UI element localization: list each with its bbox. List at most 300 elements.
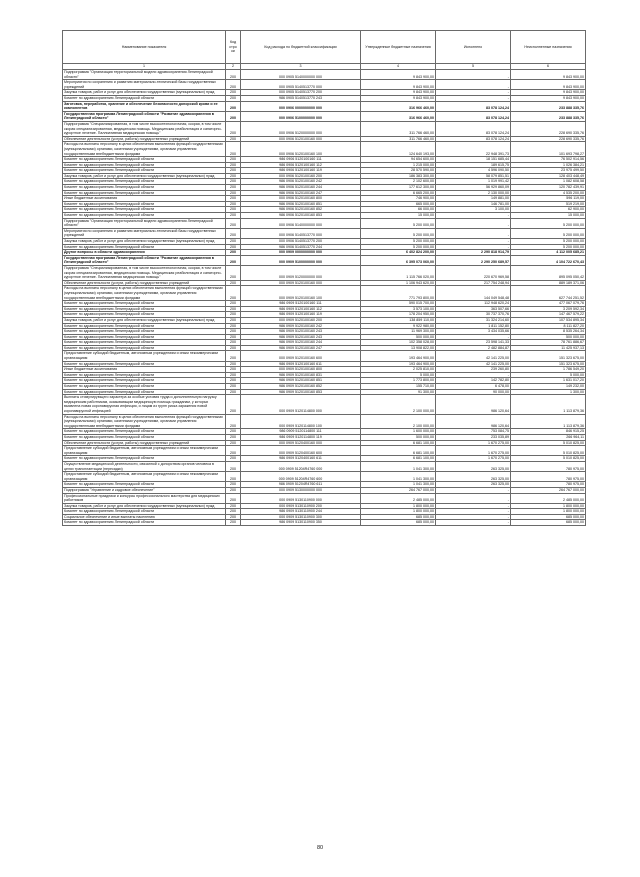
cell-approved: 186 383 300,00 (361, 173, 436, 179)
cell-unexecuted: 15 000,00 (511, 213, 586, 219)
cell-line-code: 200 (226, 503, 241, 509)
cell-budget-code: 986 0906 5120100160 851 (241, 201, 361, 207)
cell-line-code: 200 (226, 482, 241, 488)
cell-approved: 9 843 900,00 (361, 95, 436, 101)
cell-unexecuted: 1 082 608,58 (511, 179, 586, 185)
cell-unexecuted: 895 095 050,42 (511, 265, 586, 280)
cell-approved: 6 681 100,00 (361, 446, 436, 456)
cell-unexecuted: 78 761 886,67 (511, 340, 586, 346)
cell-unexecuted: 685 000,00 (511, 514, 586, 520)
cell-unexecuted: 4 535 200,00 (511, 190, 586, 196)
cell-executed: 263 325,00 (436, 472, 511, 482)
cell-line-code: 200 (226, 142, 241, 157)
cell-budget-code: 986 0909 5120100160 243 (241, 334, 361, 340)
cell-line-code: 200 (226, 434, 241, 440)
cell-executed: 233 035,89 (436, 434, 511, 440)
cell-line-code: 200 (226, 196, 241, 202)
cell-budget-code: 986 0906 5120100160 111 (241, 157, 361, 163)
cell-budget-code: 000 0905 5140000000 000 (241, 70, 361, 80)
cell-line-code: 200 (226, 340, 241, 346)
cell-indicator-name: Комитет по здравоохранению Ленинградской области (63, 207, 226, 213)
cell-line-code: 200 (226, 378, 241, 384)
cell-approved: 178 204 950,00 (361, 312, 436, 318)
table-row (63, 520, 586, 526)
cell-budget-code: 000 0906 5140513770 200 (241, 239, 361, 245)
cell-budget-code: 986 0909 5130110900 350 (241, 520, 361, 526)
cell-executed: - (436, 503, 511, 509)
cell-budget-code: 986 0909 5120114800 111 (241, 429, 361, 435)
cell-indicator-name: Комитет по здравоохранению Ленинградской области (63, 340, 226, 346)
cell-line-code: 200 (226, 345, 241, 351)
report-sheet (62, 30, 585, 526)
cell-budget-code: 000 0906 0000000000 000 (241, 101, 361, 111)
cell-line-code: 200 (226, 372, 241, 378)
cell-line-code: 200 (226, 493, 241, 503)
cell-budget-code: 986 0906 5120100160 242 (241, 179, 361, 185)
cell-line-code: 200 (226, 190, 241, 196)
cell-line-code: 200 (226, 312, 241, 318)
cell-unexecuted: 151 323 675,00 (511, 361, 586, 367)
cell-unexecuted: 128 403 448,49 (511, 173, 586, 179)
cell-executed: 144 049 548,48 (436, 286, 511, 301)
cell-unexecuted: 519 219,00 (511, 201, 586, 207)
cell-approved: 3 573 100,00 (361, 306, 436, 312)
cell-line-code: 200 (226, 185, 241, 191)
cell-approved: 1 041 300,00 (361, 461, 436, 471)
cell-approved: 28 570 590,00 (361, 168, 436, 174)
cell-budget-code: 986 0909 5120400160 611 (241, 456, 361, 462)
cell-executed: 1 670 275,00 (436, 440, 511, 446)
cell-indicator-name: Комитет по здравоохранению Ленинградской области (63, 306, 226, 312)
cell-executed: - (436, 228, 511, 238)
cell-executed: 2 290 250 689,57 (436, 255, 511, 265)
cell-executed: 2 290 818 914,79 (436, 250, 511, 256)
cell-budget-code: 000 0906 5100000000 000 (241, 111, 361, 121)
cell-line-code: 200 (226, 487, 241, 493)
cell-budget-code: 986 0909 51204R4760 611 (241, 482, 361, 488)
cell-executed: 1 811 152,80 (436, 323, 511, 329)
cell-unexecuted: 846 915,25 (511, 429, 586, 435)
cell-unexecuted: 780 975,00 (511, 461, 586, 471)
cell-executed: 6 478,00 (436, 384, 511, 390)
cell-budget-code: 986 0906 5120100160 119 (241, 168, 361, 174)
cell-executed: 1 670 275,00 (436, 446, 511, 456)
cell-line-code: 200 (226, 239, 241, 245)
cell-indicator-name: Обеспечение деятельности (услуги, работы) государственных учреждений (63, 440, 226, 446)
cell-approved: 124 640 193,00 (361, 142, 436, 157)
cell-unexecuted: 1 300,00 (511, 389, 586, 395)
table-row (63, 286, 586, 301)
cell-unexecuted: 5 010 825,00 (511, 456, 586, 462)
cell-indicator-name: Обеспечение деятельности (услуги, работы) государственных учреждений (63, 280, 226, 286)
cell-unexecuted: 627 744 251,52 (511, 286, 586, 301)
cell-budget-code: 000 0909 5100000000 000 (241, 255, 361, 265)
table-row (63, 255, 586, 265)
cell-line-code: 200 (226, 520, 241, 526)
cell-approved: 6 665 200,00 (361, 190, 436, 196)
cell-approved: 500 000,00 (361, 434, 436, 440)
cell-unexecuted: 11 425 937,13 (511, 345, 586, 351)
cell-executed: 239 260,80 (436, 367, 511, 373)
cell-budget-code: 000 0909 51204R4760 600 (241, 472, 361, 482)
cell-indicator-name: Комитет по здравоохранению Ленинградской области (63, 168, 226, 174)
table-row (63, 493, 586, 503)
cell-executed: 90 000,00 (436, 389, 511, 395)
cell-unexecuted: 5 200 000,00 (511, 239, 586, 245)
cell-executed: 4 596 090,50 (436, 168, 511, 174)
cell-approved: 138 859 110,00 (361, 317, 436, 323)
cell-indicator-name: Мероприятия по сохранению и развитию материально-технической базы государственных учреждений (63, 80, 226, 90)
cell-executed: - (436, 95, 511, 101)
cell-executed: - (436, 244, 511, 250)
cell-executed: - (436, 493, 511, 503)
cell-approved: 1 800 000,00 (361, 503, 436, 509)
cell-executed: 83 078 124,24 (436, 101, 511, 111)
cell-budget-code: 000 0909 5120400160 600 (241, 446, 361, 456)
cell-line-code: 200 (226, 250, 241, 256)
cell-unexecuted: 780 975,00 (511, 482, 586, 488)
cell-line-code: 200 (226, 80, 241, 90)
table-row (63, 70, 586, 80)
cell-line-code: 200 (226, 514, 241, 520)
cell-approved: 1 800 000,00 (361, 509, 436, 515)
cell-approved: 1 115 766 020,00 (361, 265, 436, 280)
cell-unexecuted: 228 690 335,76 (511, 121, 586, 136)
cell-approved: 2 485 000,00 (361, 493, 436, 503)
cell-approved: 6 681 100,00 (361, 456, 436, 462)
cell-approved: 685 000,00 (361, 514, 436, 520)
cell-unexecuted: 500 000,00 (511, 334, 586, 340)
cell-approved: 11 969 300,00 (361, 329, 436, 335)
cell-line-code: 200 (226, 201, 241, 207)
cell-budget-code: 000 0909 5120100160 200 (241, 317, 361, 323)
table-row (63, 461, 586, 471)
cell-approved: 9 843 900,00 (361, 90, 436, 96)
cell-executed: - (436, 213, 511, 219)
cell-approved: 9 843 900,00 (361, 80, 436, 90)
cell-indicator-name: Комитет по здравоохранению Ленинградской области (63, 190, 226, 196)
table-row (63, 351, 586, 361)
cell-unexecuted: 5 010 825,00 (511, 440, 586, 446)
cell-indicator-name: Мероприятия по сохранению и развитию материально-технической базы государственных учреждений (63, 228, 226, 238)
cell-approved: 5 200 000,00 (361, 244, 436, 250)
cell-approved: 15 000,00 (361, 213, 436, 219)
cell-unexecuted: 1 113 879,36 (511, 395, 586, 414)
cell-executed: 83 078 124,24 (436, 136, 511, 142)
cell-line-code: 200 (226, 301, 241, 307)
table-row (63, 142, 586, 157)
cell-indicator-name: Комитет по здравоохранению Ленинградской области (63, 329, 226, 335)
cell-indicator-name: Подпрограмма "Управление и кадровое обеспечение" (63, 487, 226, 493)
cell-approved: 1 041 300,00 (361, 472, 436, 482)
cell-line-code: 200 (226, 157, 241, 163)
cell-indicator-name: Иные бюджетные ассигнования (63, 367, 226, 373)
cell-executed: 220 670 969,58 (436, 265, 511, 280)
table-row (63, 218, 586, 228)
header-indicator-name: Наименование показателя (63, 31, 226, 64)
cell-executed: - (436, 514, 511, 520)
cell-approved: 2 100 000,00 (361, 395, 436, 414)
page-number: 80 (316, 845, 324, 851)
cell-line-code: 200 (226, 213, 241, 219)
cell-executed: - (436, 90, 511, 96)
cell-approved: 66 000,00 (361, 207, 436, 213)
cell-executed: 189 615,75 (436, 162, 511, 168)
cell-line-code: 200 (226, 228, 241, 238)
cell-line-code: 200 (226, 509, 241, 515)
cell-indicator-name: Закупка товаров, работ и услуг для обеспечения государственных (муниципальных) нужд (63, 239, 226, 245)
cell-indicator-name: Комитет по здравоохранению Ленинградской области (63, 429, 226, 435)
cell-line-code: 200 (226, 389, 241, 395)
column-index: 3 (241, 64, 361, 70)
cell-indicator-name: Комитет по здравоохранению Ленинградской области (63, 213, 226, 219)
cell-budget-code: 000 0909 5130110900 000 (241, 493, 361, 503)
cell-approved: 5 000,00 (361, 372, 436, 378)
cell-executed: 23 598 141,33 (436, 340, 511, 346)
cell-line-code: 200 (226, 446, 241, 456)
table-row (63, 111, 586, 121)
cell-line-code: 200 (226, 461, 241, 471)
cell-approved: 1 773 800,00 (361, 378, 436, 384)
cell-unexecuted: 264 767 000,00 (511, 487, 586, 493)
cell-indicator-name: Комитет по здравоохранению Ленинградской области (63, 434, 226, 440)
cell-executed: 30 737 370,76 (436, 312, 511, 318)
cell-approved: 94 654 600,00 (361, 157, 436, 163)
cell-executed: 753 084,75 (436, 429, 511, 435)
cell-executed: - (436, 520, 511, 526)
cell-executed: 42 141 225,00 (436, 361, 511, 367)
cell-unexecuted: 9 843 900,00 (511, 80, 586, 90)
cell-approved: 5 200 000,00 (361, 239, 436, 245)
cell-unexecuted: 1 800 000,00 (511, 503, 586, 509)
cell-budget-code: 000 0906 5140513770 000 (241, 228, 361, 238)
cell-budget-code: 000 0906 5120000000 000 (241, 121, 361, 136)
header-budget-code: Код расхода по бюджетной классификации (241, 31, 361, 64)
cell-budget-code: 986 0909 5120100160 852 (241, 384, 361, 390)
cell-budget-code: 000 0906 5120100160 200 (241, 173, 361, 179)
cell-budget-code: 000 0909 5130110900 300 (241, 514, 361, 520)
table-row (63, 395, 586, 414)
cell-line-code: 200 (226, 90, 241, 96)
cell-executed: 112 948 620,24 (436, 301, 511, 307)
cell-indicator-name: Комитет по здравоохранению Ленинградской области (63, 520, 226, 526)
cell-line-code: 200 (226, 323, 241, 329)
cell-budget-code: 986 0906 5120100160 112 (241, 162, 361, 168)
cell-indicator-name: Закупка товаров, работ и услуг для обеспечения государственных (муниципальных) нужд (63, 317, 226, 323)
cell-indicator-name: Расходы на выплаты персоналу в целях обеспечения выполнения функций государственными (муниципальными) органами, казенными учреждениями, органами управления государственными внебюджетными фондами (63, 142, 226, 157)
cell-indicator-name: Подпрограмма "Специализированная, в том числе высокотехнологичная, скорая, в том числе скорая специализированная, медицинская помощь. Медицинская реабилитация и санаторно-курортное лечение. Паллиативная медицинская помощь" (63, 121, 226, 136)
cell-indicator-name: Предоставление субсидий бюджетным, автономным учреждениям и иным некоммерческим организациям (63, 351, 226, 361)
cell-unexecuted: 76 502 914,56 (511, 157, 586, 163)
cell-indicator-name: Комитет по здравоохранению Ленинградской области (63, 372, 226, 378)
cell-indicator-name: Заготовка, переработка, хранение и обеспечение безопасности донорской крови и ее компонентов (63, 101, 226, 111)
cell-unexecuted: 62 900,00 (511, 207, 586, 213)
cell-unexecuted: 9 843 900,00 (511, 95, 586, 101)
cell-executed: 263 325,00 (436, 482, 511, 488)
cell-unexecuted: 8 111 827,20 (511, 323, 586, 329)
cell-unexecuted: 9 843 900,00 (511, 90, 586, 96)
cell-approved: 746 900,00 (361, 196, 436, 202)
cell-line-code: 200 (226, 162, 241, 168)
cell-indicator-name: Комитет по здравоохранению Ленинградской области (63, 157, 226, 163)
cell-budget-code: 000 0909 5120114800 100 (241, 414, 361, 429)
cell-approved: 9 922 980,00 (361, 323, 436, 329)
cell-line-code: 200 (226, 456, 241, 462)
cell-budget-code: 000 0906 5140000000 000 (241, 218, 361, 228)
cell-indicator-name: Государственная программа Ленинградской области "Развитие здравоохранения в Ленинградской области" (63, 255, 226, 265)
cell-unexecuted: 4 104 722 670,43 (511, 255, 586, 265)
cell-budget-code: 986 0906 5140513770 244 (241, 244, 361, 250)
cell-line-code: 200 (226, 472, 241, 482)
table-row (63, 265, 586, 280)
cell-unexecuted: 149 232,00 (511, 384, 586, 390)
cell-executed: 217 754 248,94 (436, 280, 511, 286)
cell-budget-code: 986 0909 5120100160 111 (241, 301, 361, 307)
cell-budget-code: 000 0905 5140513770 000 (241, 80, 361, 90)
cell-line-code: 200 (226, 111, 241, 121)
cell-unexecuted: 1 026 384,21 (511, 162, 586, 168)
cell-indicator-name: Закупка товаров, работ и услуг для обеспечения государственных (муниципальных) нужд (63, 173, 226, 179)
cell-line-code: 200 (226, 367, 241, 373)
cell-budget-code: 000 0909 5130000000 000 (241, 487, 361, 493)
cell-executed: 1 670 275,00 (436, 456, 511, 462)
cell-approved: 91 300,00 (361, 389, 436, 395)
cell-line-code: 200 (226, 265, 241, 280)
cell-budget-code: 000 0909 0000000000 000 (241, 250, 361, 256)
cell-executed: 18 151 685,44 (436, 157, 511, 163)
cell-unexecuted: 147 467 579,22 (511, 312, 586, 318)
cell-unexecuted: 3 209 592,34 (511, 306, 586, 312)
cell-line-code: 200 (226, 361, 241, 367)
cell-approved: 316 966 460,00 (361, 101, 436, 111)
cell-approved: 590 015 700,00 (361, 301, 436, 307)
cell-line-code: 200 (226, 286, 241, 301)
cell-unexecuted: 9 843 900,00 (511, 70, 586, 80)
cell-unexecuted: 266 964,11 (511, 434, 586, 440)
cell-unexecuted: 101 693 798,27 (511, 142, 586, 157)
cell-executed: 83 078 124,24 (436, 111, 511, 121)
cell-budget-code: 986 0909 5120114800 119 (241, 434, 361, 440)
cell-approved: 685 000,00 (361, 520, 436, 526)
cell-budget-code: 986 0909 5120100160 831 (241, 372, 361, 378)
cell-line-code: 200 (226, 179, 241, 185)
cell-unexecuted: 5 000,00 (511, 372, 586, 378)
cell-line-code: 200 (226, 95, 241, 101)
cell-indicator-name: Комитет по здравоохранению Ленинградской области (63, 389, 226, 395)
cell-budget-code: 986 0909 5130110900 244 (241, 509, 361, 515)
cell-indicator-name: Иные бюджетные ассигнования (63, 196, 226, 202)
table-row (63, 228, 586, 238)
cell-indicator-name: Комитет по здравоохранению Ленинградской области (63, 456, 226, 462)
cell-indicator-name: Комитет по здравоохранению Ленинградской области (63, 201, 226, 207)
cell-unexecuted: 23 975 499,50 (511, 168, 586, 174)
cell-line-code: 200 (226, 280, 241, 286)
cell-indicator-name: Закупка товаров, работ и услуг для обеспечения государственных (муниципальных) нужд (63, 90, 226, 96)
cell-executed: 58 079 851,51 (436, 173, 511, 179)
table-body (63, 64, 586, 526)
cell-budget-code: 000 0909 5130110900 200 (241, 503, 361, 509)
cell-line-code: 200 (226, 414, 241, 429)
cell-executed: 2 130 000,00 (436, 190, 511, 196)
cell-budget-code: 986 0909 5120100160 247 (241, 345, 361, 351)
cell-executed: - (436, 239, 511, 245)
cell-line-code: 200 (226, 317, 241, 323)
cell-indicator-name: Выплаты стимулирующего характера за особые условия труда и дополнительную нагрузку медицинским работникам, оказывающим медицинскую помощь гражданам, у которых выявлена новая коронавирусная инфекция, и лицам из групп риска заражения новой коронавирусной инфекцией (63, 395, 226, 414)
cell-unexecuted: 107 534 895,34 (511, 317, 586, 323)
cell-unexecuted: 4 112 005 685,21 (511, 250, 586, 256)
cell-unexecuted: 889 189 371,06 (511, 280, 586, 286)
header-row (63, 31, 586, 64)
cell-indicator-name: Комитет по здравоохранению Ленинградской области (63, 179, 226, 185)
cell-budget-code: 000 0909 5120100160 800 (241, 367, 361, 373)
table-row (63, 414, 586, 429)
cell-line-code: 200 (226, 101, 241, 111)
cell-approved: 264 767 000,00 (361, 487, 436, 493)
column-index: 4 (361, 64, 436, 70)
cell-unexecuted: 2 485 000,00 (511, 493, 586, 503)
cell-executed: 363 507,66 (436, 306, 511, 312)
cell-unexecuted: 780 975,00 (511, 472, 586, 482)
cell-unexecuted: 596 119,00 (511, 196, 586, 202)
column-index: 1 (63, 64, 226, 70)
column-index: 2 (226, 64, 241, 70)
cell-executed: 142 782,80 (436, 378, 511, 384)
cell-indicator-name: Обеспечение деятельности (услуги, работы) государственных учреждений (63, 136, 226, 142)
cell-budget-code: 986 0905 5140513770 243 (241, 95, 361, 101)
cell-budget-code: 000 0909 5120100160 600 (241, 351, 361, 361)
cell-line-code: 200 (226, 218, 241, 228)
cell-line-code: 200 (226, 329, 241, 335)
cell-indicator-name: Комитет по здравоохранению Ленинградской области (63, 361, 226, 367)
cell-approved: 311 766 460,00 (361, 136, 436, 142)
cell-indicator-name: Комитет по здравоохранению Ленинградской области (63, 378, 226, 384)
header-unexecuted: Неисполненные назначения (511, 31, 586, 64)
cell-budget-code: 986 0909 5120100160 119 (241, 312, 361, 318)
cell-indicator-name: Комитет по здравоохранению Ленинградской области (63, 312, 226, 318)
cell-line-code: 200 (226, 351, 241, 361)
cell-budget-code: 986 0906 5120100160 247 (241, 190, 361, 196)
cell-line-code: 200 (226, 70, 241, 80)
cell-line-code: 200 (226, 173, 241, 179)
cell-line-code: 200 (226, 244, 241, 250)
cell-indicator-name: Расходы на выплаты персоналу в целях обеспечения выполнения функций государственными (муниципальными) органами, казенными учреждениями, органами управления государственными внебюджетными фондами (63, 414, 226, 429)
cell-unexecuted: 5 200 000,00 (511, 244, 586, 250)
cell-executed: 149 881,00 (436, 196, 511, 202)
column-index: 6 (511, 64, 586, 70)
cell-approved: 5 200 000,00 (361, 228, 436, 238)
cell-unexecuted: 5 200 000,00 (511, 218, 586, 228)
cell-approved: 500 000,00 (361, 334, 436, 340)
cell-line-code: 200 (226, 207, 241, 213)
cell-indicator-name: Комитет по здравоохранению Ленинградской области (63, 482, 226, 488)
cell-budget-code: 986 0906 5120100160 852 (241, 207, 361, 213)
cell-approved: 2 100 000,00 (361, 414, 436, 429)
cell-executed: - (436, 334, 511, 340)
cell-budget-code: 986 0906 5120100160 853 (241, 213, 361, 219)
cell-approved: 13 908 822,00 (361, 345, 436, 351)
cell-indicator-name: Комитет по здравоохранению Ленинградской области (63, 334, 226, 340)
cell-approved: 316 966 460,00 (361, 111, 436, 121)
cell-indicator-name: Профессиональные праздники и конкурсы профессионального мастерства для медицинских работников (63, 493, 226, 503)
cell-budget-code: 000 0909 5120114800 000 (241, 395, 361, 414)
cell-approved: 2 102 600,00 (361, 179, 436, 185)
table-row (63, 121, 586, 136)
cell-approved: 665 000,00 (361, 201, 436, 207)
cell-executed: 31 324 214,60 (436, 317, 511, 323)
cell-executed: 146 781,00 (436, 201, 511, 207)
cell-approved: 1 215 000,00 (361, 162, 436, 168)
cell-executed: 22 948 391,73 (436, 142, 511, 157)
